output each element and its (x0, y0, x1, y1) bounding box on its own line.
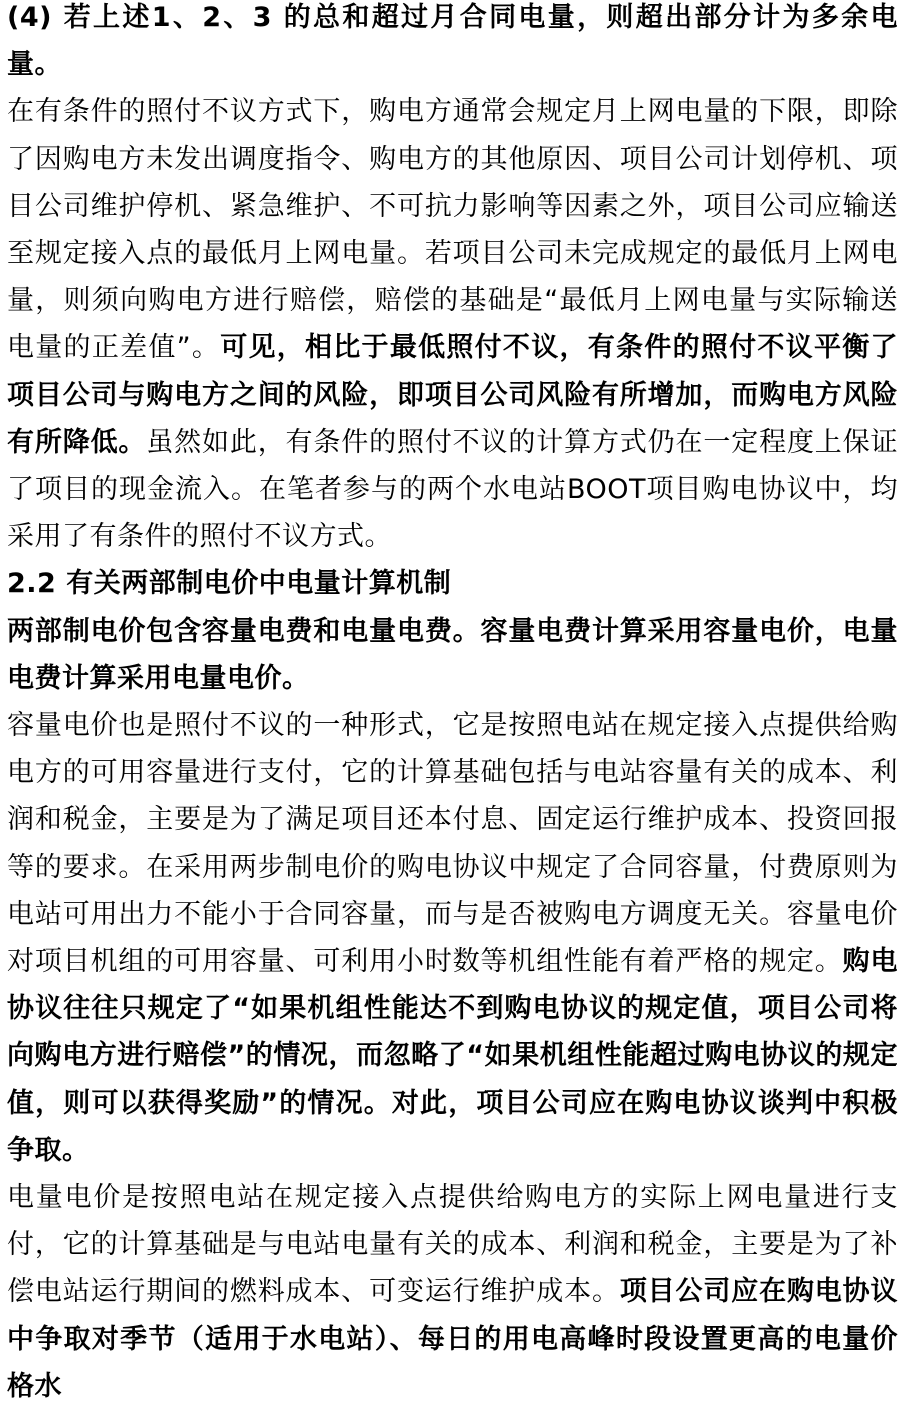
text-run: 虽然如此，有条件的照付不议的计算方式仍在一定程度上保证了项目的现金流入。在笔者参与的两个水电站BOOT项目购电协议中，均采用了有条件的照付不议方式。 (7, 426, 899, 553)
bold-run: 购电协议往往只规定了“如果机组性能达不到购电协议的规定值，项目公司将向购电方进行赔偿”的情况，而忽略了“如果机组性能超过购电协议的规定值，则可以获得奖励”的情况。对此，项目公司应在购电协议谈判中积极争取。 (7, 946, 899, 1166)
bold-run: 2.2 有关两部制电价中电量计算机制 (7, 568, 452, 600)
bold-run: (4) 若上述1、2、3 的总和超过月合同电量，则超出部分计为多余电量。 (7, 2, 898, 81)
bold-run: 两部制电价包含容量电费和电量电费。容量电费计算采用容量电价，电量电费计算采用电量电价。 (7, 615, 898, 694)
bold-run: 项目公司应在购电协议中争取对季节（适用于水电站）、每日的用电高峰时段设置更高的电量价格水 (7, 1276, 899, 1402)
paragraph-two-part-tariff-summary (7, 608, 898, 702)
text-run: 电量电价是按照电站在规定接入点提供给购电方的实际上网电量进行支付，它的计算基础是与电站电量有关的成本、利润和税金，主要是为了补偿电站运行期间的燃料成本、可变运行维护成本。 (7, 1182, 898, 1308)
paragraph-conditional-take-or-pay (7, 88, 898, 560)
text-run: 在有条件的照付不议方式下，购电方通常会规定月上网电量的下限，即除了因购电方未发出调度指令、购电方的其他原因、项目公司计划停机、项目公司维护停机、紧急维护、不可抗力影响等因素之外，项目公司应输送至规定接入点的最低月上网电量。若项目公司未完成规定的最低月上网电量，则须向购电方进行赔偿，赔偿的基础是“最低月上网电量与实际输送电量的正差值”。 (7, 96, 898, 364)
text-run: 容量电价也是照付不议的一种形式，它是按照电站在规定接入点提供给购电方的可用容量进行支付，它的计算基础包括与电站容量有关的成本、利润和税金，主要是为了满足项目还本付息、固定运行维护成本、投资回报等的要求。在采用两步制电价的购电协议中规定了合同容量，付费原则为电站可用出力不能小于合同容量，而与是否被购电方调度无关。容量电价对项目机组的可用容量、可利用小时数等机组性能有着严格的规定。 (7, 710, 898, 978)
paragraph-item-4-heading (7, 0, 898, 88)
section-heading-2-2 (7, 560, 898, 607)
paragraph-capacity-price (7, 702, 898, 1174)
paragraph-energy-price (7, 1174, 898, 1410)
bold-run: 可见，相比于最低照付不议，有条件的照付不议平衡了项目公司与购电方之间的风险，即项目公司风险有所增加，而购电方风险有所降低。 (7, 332, 898, 458)
